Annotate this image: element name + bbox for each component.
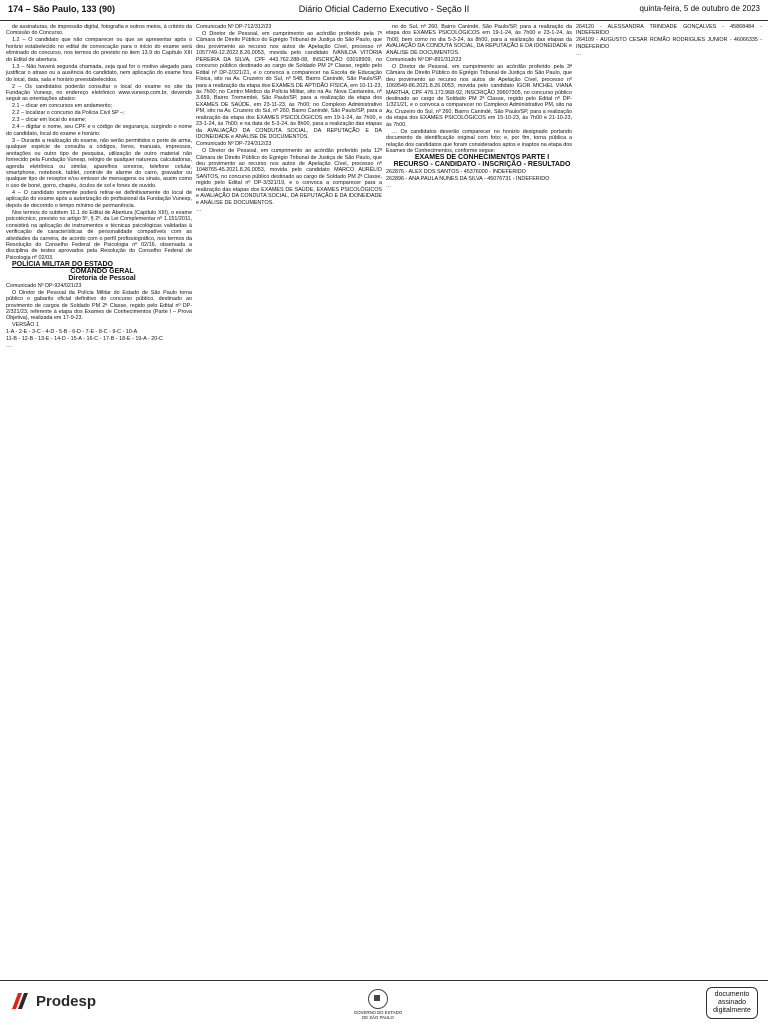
stamp-line-3: digitalmente bbox=[713, 1007, 751, 1014]
digital-signature-stamp bbox=[706, 987, 758, 1019]
communique-text: O Diretor de Pessoal, em cumprimento ao acórdão proferido pela 12ª Câmara de Direito Público do Egrégio Tribunal de Justiça de São Paulo, que deu provimento ao recurso nos autos de Apelação Cível, processo nº 1048765-45.2021.8.26.0053, movida pelo candidato MARCO AURÉLIO SANTOS, no concurso público destinado ao cargo de Soldado PM 2ª Classe, regido pelo Edital nº DP-3/321/19, e o convoca a comparecer para a realização das etapas dos EXAMES DE SAÚDE, EXAMES PSICOLÓGICOS e AVALIAÇÃO DA CONDUTA SOCIAL, DA REPUTAÇÃO E DA IDONEIDADE e ANÁLISE DE DOCUMENTOS. bbox=[196, 148, 382, 206]
communique-text: … Os candidatos deverão comparecer no horário designado portando documento de identificação original com foto; e, por fim, torna pública a relação dos candidatos que foram considerados aptos e inaptos na etapa dos Exames de Conhecimentos, conforme segue: bbox=[386, 128, 572, 155]
answer-key-line: 11-B - 12-B - 13-E - 14-D - 15-A - 16-C - 17-B - 18-E - 19-A - 20-C bbox=[6, 336, 163, 343]
result-entry: 262876 - ALEX DOS SANTOS - 45376000 - INDEFERIDO bbox=[386, 168, 526, 175]
paragraph: de assinaturas, de impressão digital, fotografia e outros meios, à critério da Comissão do Concurso. bbox=[6, 24, 192, 37]
result-entry: 262896 - ANA PAULA NUNES DA SILVA - 45076731 - INDEFERIDO bbox=[386, 175, 550, 182]
list-subheading: EXAMES DE CONHECIMENTOS PARTE I bbox=[414, 154, 550, 162]
list-column-header: RECURSO - CANDIDATO - INSCRIÇÃO - RESULTADO bbox=[393, 161, 571, 169]
prodesp-wordmark: Prodesp bbox=[36, 992, 97, 1010]
communique-text: O Diretor de Pessoal, em cumprimento ao acórdão proferido pela 7ª Câmara de Direito Público do Egrégio Tribunal de Justiça do São Paulo, que deu provimento ao recurso nos autos de Apelação Cível, processo nº 1057749-12.2022.8.26.0053, movida pelo candidato IVANILDA VITÓRIA PEREIRA DA SILVA, CPF 443.762.288-08, INSCRIÇÃO 03018909, no concurso público destinado ao cargo de Soldado PM 2ª Classe, regido pelo Edital nº DP-2/321/21, e o convoca a comparecer na Escola de Educação Física, sito na Av. Cruzeiro do Sul, nº 548, Bairro Canindé, São Paulo/SP, para a realização da etapa dos EXAMES DE APTIDÃO FÍSICA, em 10-11-23, às 7h00; no Centro Médico da Polícia Militar, sito na Av. Nova Cantareira, nº 3.659, Bairro Tremembé, São Paulo/SP, para a realização da etapa dos EXAMES DE SAÚDE, em 23-11-23, às 7h00; no Complexo Administrativo PM, sito na Av. Cruzeiro do Sul, nº 260, Bairro Canindé, São Paulo/SP, para a realização da etapa dos EXAMES PSICOLÓGICOS em 19-1-24, às 7h00, e 23-1-24, às 7h00; e na data de 5-3-24, às 8h00, para a realização das etapas da AVALIAÇÃO DA CONDUTA SOCIAL, DA REPUTAÇÃO E DA IDONEIDADE e ANÁLISE DE DOCUMENTOS. bbox=[196, 30, 382, 141]
org-subtitle: Diretoria de Pessoal bbox=[68, 274, 136, 282]
omission: … bbox=[196, 206, 202, 213]
gov-line-1: GOVERNO DO ESTADO bbox=[353, 1010, 403, 1015]
paragraph: 4 – O candidato somente poderá retirar-se definitivamente do local de aplicação do exame após a autorização do profissional da Fundação Vunesp, depois de decorrido o tempo mínimo de permanência. bbox=[6, 189, 192, 209]
stamp-line-2: assinado bbox=[717, 999, 747, 1006]
communique-header: Comunicado Nº DP-891/312/23 bbox=[386, 56, 462, 63]
communique-text: O Diretor de Pessoal, em cumprimento ao acórdão proferido pela 3ª Câmara de Direito Público do Egrégio Tribunal de Justiça do São Paulo, que deu provimento ao recurso nos autos de Apelação Cível, processo nº 1069549-86.2021.8.26.0053, movida pelo candidato IGOR MICHEL VIANA MARTHA, CPF 476.172.968-92, INSCRIÇÃO 39607305, no concurso público destinado ao cargo de Soldado PM 2ª Classe, regido pelo Edital nº DP-1/321/21, e o convoca a comparecer no Complexo Administrativo PM, sito na Av. Cruzeiro do Sul, nº 260, Bairro Canindé, São Paulo/SP, para a realização da etapa dos EXAMES PSICOLÓGICOS em 15-10-23, às 7h00 e 21-10-23, às 7h00. bbox=[386, 63, 572, 128]
column-1 bbox=[6, 24, 192, 974]
communique-header: Comunicado Nº DP-724/312/23 bbox=[196, 141, 272, 148]
communique-text: O Diretor de Pessoal da Polícia Militar do Estado de São Paulo torna público o gabarito oficial definitivo do concurso público, destinado ao provimento de cargos de Soldado PM 2ª Classe, regido pelo Edital nº DP-2/321/23, referente à etapa dos Exames de Conhecimentos (Parte I – Prova Objetiva), realizada em 17-9-23. bbox=[6, 289, 192, 322]
org-title: COMANDO GERAL bbox=[70, 267, 134, 275]
column-2 bbox=[196, 24, 382, 974]
paragraph: 2 – Os candidatos poderão consultar o local do exame no site da Fundação Vunesp, no endereço eletrônico www.vunesp.com.br, devendo seguir as orientações abaixo: bbox=[6, 83, 192, 103]
publication-date: quinta-feira, 5 de outubro de 2023 bbox=[639, 4, 760, 13]
paragraph: 2.2 – localizar o concurso da Polícia Civil SP –; bbox=[12, 110, 125, 117]
communique-header: Comunicado Nº DP-712/312/23 bbox=[196, 24, 272, 30]
government-name bbox=[338, 1011, 418, 1021]
version-title: VERSÃO 1 bbox=[12, 322, 39, 329]
page-footer bbox=[0, 980, 768, 1025]
column-4 bbox=[576, 24, 762, 974]
answer-key-line: … bbox=[6, 343, 12, 350]
answer-key-line: 1-A - 2-E - 3-C - 4-D - 5-B - 6-D - 7-E - 8-C - 9-C - 10-A bbox=[6, 329, 138, 336]
result-entry: … bbox=[386, 182, 392, 189]
paragraph: 2.4 – digitar o nome, seu CPF e o código de segurança, surgindo o nome do candidato, local do exame e horário. bbox=[6, 124, 192, 137]
state-seal-icon bbox=[368, 989, 388, 1009]
page-info: 174 – São Paulo, 133 (90) bbox=[8, 4, 116, 14]
prodesp-mark-icon bbox=[10, 991, 32, 1011]
column-3 bbox=[386, 24, 572, 974]
section-title: POLÍCIA MILITAR DO ESTADO bbox=[12, 260, 113, 268]
paragraph: 2.1 – clicar em concursos em andamento; bbox=[12, 103, 113, 110]
result-entry: … bbox=[576, 50, 582, 57]
journal-title: Diário Oficial Caderno Executivo - Seção II bbox=[298, 4, 470, 14]
content-columns bbox=[6, 24, 762, 974]
paragraph: 3 – Durante a realização do exame, não serão permitidos o porte de arma, qualquer espécie de consulta a códigos, livros, manuais, impressos, anotações ou outro tipo de pesquisa, utilização de outro material não fornecido pela Fundação Vunesp, relógio de qualquer natureza, calculadoras, agenda eletrônica ou similar, aparelhos sonoros, telefone celular, smartphone, notebook, tablet, controle de alarme do carro, gravador ou qualquer tipo de receptor e/ou emissor de mensagens ou sinais, assim como o uso de boné, gorro, chapéu, óculos de sol e fones de ouvido. bbox=[6, 137, 192, 189]
prodesp-logo bbox=[10, 991, 96, 1011]
paragraph: Nos termos do subitem 11.1 do Edital de Abertura (Capítulo XIII), o exame psicotécnico, previsto no artigo 5º, § 2º, da Lei Complementar nº 1.151/2011, consistirá na aplicação de instrumentos e técnicas psicológicas validadas à verificação de características de personalidade compatíveis com as atividades da carreira, de acordo com o perfil profissiográfico, nos termos da Resolução do Conselho Federal de Psicologia nº 02/16, observada a disciplina de testes aprovados pela Resolução do Conselho Federal de Psicologia nº 02/03. bbox=[6, 209, 192, 261]
stamp-line-1: documento bbox=[714, 991, 750, 998]
page-header bbox=[0, 0, 768, 21]
paragraph: 1.3 – Não haverá segunda chamada, seja qual for o motivo alegado para justificar o atraso ou a ausência do candidato, nem aplicação do exame fora do local, data, sala e horário preestabelecidos. bbox=[6, 63, 192, 83]
paragraph: 2.3 – clicar em local do exame; bbox=[12, 117, 87, 124]
result-entry: 264109 - AUGUSTO CESAR ROMÃO RODRIGUES JUNIOR - 46066335 - INDEFERIDO bbox=[576, 37, 762, 50]
government-logo bbox=[338, 989, 418, 1021]
communique-header: Comunicado Nº DP-924/021/23 bbox=[6, 282, 82, 289]
result-entry: 264120 - ALESSANDRA TRINDADE GONÇALVES - 45868484 - INDEFERIDO bbox=[576, 24, 762, 37]
paragraph: no do Sul, nº 260, Bairro Canindé, São Paulo/SP, para a realização da etapa dos EXAMES PSICOLÓGICOS em 19-1-24, às 7h00 e 23-1-24, às 7h00; bem como no dia 5-3-24, às 8h00, para a realização das etapas da AVALIAÇÃO DA CONDUTA SOCIAL, DA REPUTAÇÃO E DA IDONEIDADE e ANÁLISE DE DOCUMENTOS. bbox=[386, 24, 572, 56]
paragraph: 1.2 – O candidato que não comparecer ou que se apresentar após o horário estabelecido no edital de convocação para o início do exame será eliminado do concurso, nos termos do previsto no item 13.9 do Capítulo XIII do Edital de abertura. bbox=[6, 37, 192, 63]
gov-line-2: DE SÃO PAULO bbox=[362, 1014, 394, 1020]
